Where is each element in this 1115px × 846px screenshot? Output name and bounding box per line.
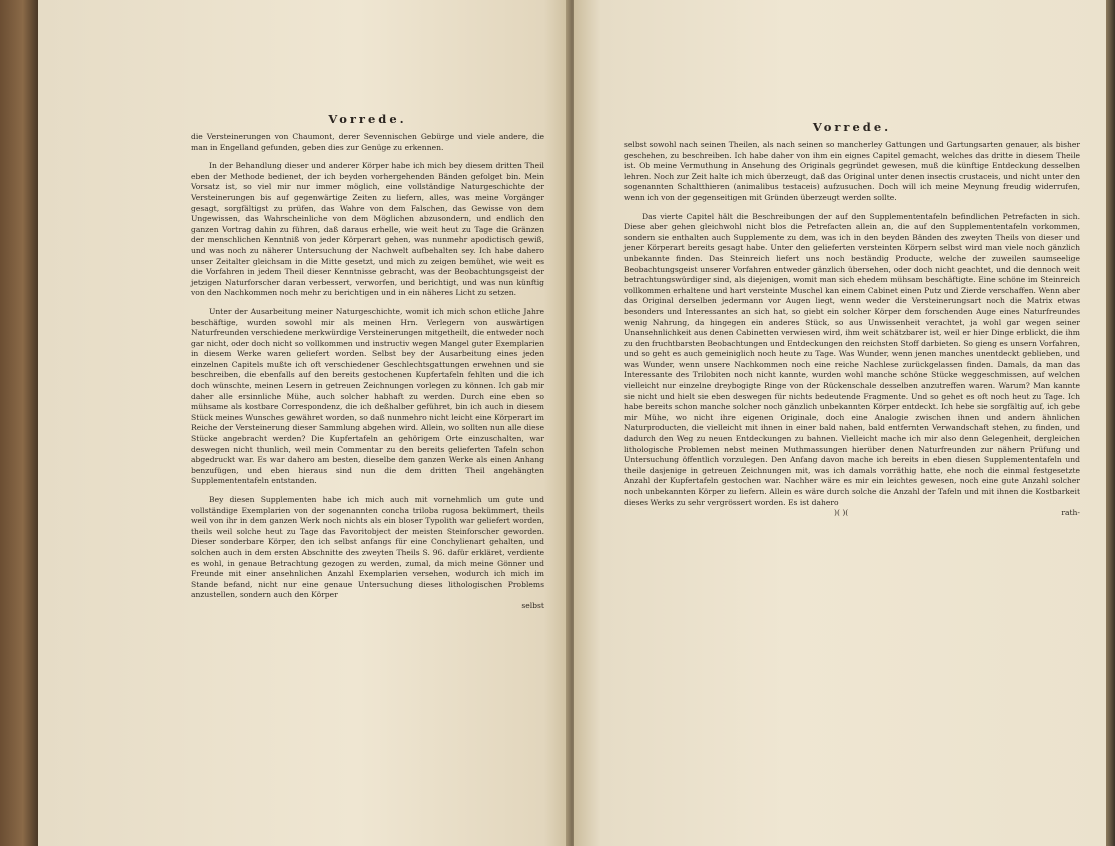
book-cover-edge	[0, 0, 38, 846]
paragraph: die Versteinerungen von Chaumont, derer Sevennischen Gebürge und viele andere, die man in Engelland gefunden, geben dies zur Genüge zu erkennen.	[191, 132, 544, 152]
right-page-text	[624, 140, 1080, 508]
left-page-text	[191, 132, 544, 601]
paragraph: Das vierte Capitel hält die Beschreibungen der auf den Supplemententafeln befindlichen Petrefacten in sich. Diese aber gehen gleichwohl nicht blos die Petrefacten allein an, die auf den Supplemententafeln vorkommen, sondern sie enthalten auch Supplemente zu dem, was ich in den beyden Bänden des zweyten Theils von dieser und jener Körperart bereits gesagt habe. Unter den gelieferten versteinten Körpern selbst wird man viele noch gänzlich unbekannte finden. Das Steinreich liefert uns noch beständig Producte, welche der zuweilen saumseelige Beobachtungsgeist unserer Vorfahren entweder gänzlich übersehen, oder doch nicht geachtet, und die dennoch weit betrachtungswürdiger sind, als diejenigen, womit man sich ehedem mühsam beschäftigte. Eine schöne im Steinreich vollkommen erhaltene und hart versteinte Muschel kan einem Cabinet einen Putz und Zierde verschaffen. Wenn aber das Original derselben jedermann vor Augen liegt, wenn weder die Versteinerungsart noch die Matrix etwas besonders und Interessantes an sich hat, so giebt ein solcher Körper dem forschenden Auge eines Naturfreundes wenig Nahrung, da hingegen ein anderes Stück, so aus Unwissenheit verachtet, ja wohl gar wegen seiner Unansehnlichkeit aus denen Cabinetten verwiesen wird, ihm weit schätzbarer ist, weil er hier Dinge erblickt, die ihm zu den fruchtbarsten Beobachtungen und Entdeckungen den reichsten Stoff darbieten. So gieng es unsern Vorfahren, und so geht es auch gemeiniglich noch heute zu Tage. Was Wunder, wenn jenen manches unentdeckt geblieben, und was Wunder, wenn unsere Nachkommen noch eine reiche Nachlese zurückgelassen finden. Damals, da man das Interessante des Trilobiten noch nicht kannte, wurden wohl manche schöne Stücke weggeschmissen, auf welchen vielleicht nur einzelne dreybogigte Ringe von der Rückenschale desselben anzutreffen waren. Warum? Man kannte sie nicht und hielt sie eben deswegen für nichts bedeutende Fragmente. Und so gehet es oft noch heut zu Tage. Ich habe bereits schon manche solcher noch gänzlich unbekannten Körper entdeckt. Ich hebe sie sorgfältig auf, ich gebe mir Mühe, wo nicht ihre eigenen Originale, doch eine Analogie zwischen ihnen und andern ähnlichen Naturproducten, die vielleicht mit ihnen in einer bald nahen, bald entfernten Verwandschaft stehen, zu finden, und dadurch den Weg zu neuen Entdeckungen zu bahnen. Vielleicht mache ich mir also denn Gelegenheit, dergleichen lithologische Problemen nebst meinen Muthmassungen hierüber denen Naturfreunden zur nähern Prüfung und Untersuchung öffentlich vorzulegen. Den Anfang davon mache ich bereits in eben diesen Supplemententafeln und theile dasjenige in getreuen Zeichnungen mit, was ich damals vorräthig hatte, ehe noch die einmal festgesetzte Anzahl der Kupfertafeln gestochen war. Nachher wäre es mir ein leichtes gewesen, noch eine gute Anzahl solcher noch unbekannten Körper zu liefern. Allein es wäre durch solche die Anzahl der Tafeln und mit ihnen die Kostbarkeit dieses Werks zu sehr vergrössert worden. Es ist dahero	[624, 211, 1080, 507]
left-page-heading: Vorrede.	[328, 112, 407, 126]
paragraph: Bey diesen Supplementen habe ich mich auch mit vornehmlich um gute und vollständige Exemplarien von der sogenannten concha triloba rugosa bekümmert, theils weil von ihr in dem ganzen Werk noch nichts als ein bloser Typolith war geliefert worden, theils weil solche heut zu Tage das Favoritobject der meisten Steinforscher geworden. Dieser sonderbare Körper, den ich selbst anfangs für eine Conchylienart gehalten, und solchen auch in dem ersten Abschnitte des zweyten Theils S. 96. dafür erkläret, verdiente es wohl, in genaue Betrachtung gezogen zu werden, zumal, da mich meine Gönner und Freunde mit einer ansehnlichen Anzahl Exemplarien versehen, wodurch ich mich im Stande befand, nicht nur eine genaue Untersuchung dieses lithologischen Problems anzustellen, sondern auch den Körper	[191, 495, 544, 600]
right-page-footer	[624, 508, 1080, 520]
signature-mark: )( )(	[834, 508, 849, 518]
right-page-catchword: rath-	[1061, 508, 1080, 518]
left-page-catchword: selbst	[521, 600, 544, 610]
paragraph: Unter der Ausarbeitung meiner Naturgeschichte, womit ich mich schon etliche Jahre beschäftige, wurden sowohl mir als meinen Hrn. Verlegern von auswärtigen Naturfreunden verschiedene merkwürdige Versteinerungen mitgetheilt, die entweder noch gar nicht, oder doch nicht so vollkommen und instructiv wegen Mangel guter Exemplarien in diesem Werke waren geliefert worden. Selbst bey der Ausarbeitung eines jeden einzelnen Capitels mußte ich oft verschiedener Geschlechtsgattungen erwehnen und sie beschreiben, die ebenfalls auf den bereits gestochenen Kupfertafeln fehlten und die ich doch wünschte, meinen Lesern in getreuen Zeichnungen vorlegen zu können. Ich gab mir daher alle ersinnliche Mühe, auch solcher habhaft zu werden. Durch eine eben so mühsame als kostbare Correspondenz, die ich deßhalber geführet, bin ich auch in diesem Stück meines Wunsches gewähret worden, so daß nunmehro nicht leicht eine Körperart im Reiche der Versteinerung dieser Sammlung abgehen wird. Allein, wo sollten nun alle diese Stücke angebracht werden? Die Kupfertafeln an gehörigem Orte einzuschalten, war deswegen nicht thunlich, weil mein Commentar zu den bereits gelieferten Tafeln schon abgedruckt war. Es war dahero am besten, dieselbe dem ganzen Werke als einen Anhang benzufügen, und eben hieraus sind nun die dem dritten Theil angehängten Supplemententafeln entstanden.	[191, 306, 544, 486]
left-page	[38, 0, 570, 846]
book-back-edge	[1106, 0, 1115, 846]
right-page	[574, 0, 1106, 846]
right-page-heading: Vorrede.	[812, 120, 892, 134]
paragraph: selbst sowohl nach seinen Theilen, als nach seinen so mancherley Gattungen und Gartungsarten genauer, als bisher geschehen, zu beschreiben. Ich habe daher von ihm ein eignes Capitel gemacht, welches das dritte in diesem Theile ist. Ob meine Vermuthung in Ansehung des Originals gegründet gewesen, muß die künftige Entdeckung desselben lehren. Noch zur Zeit halte ich mich überzeugt, daß das Original unter denen insectis crustaceis, und nicht unter den sogenannten Schaltthieren (animalibus testaceis) aufzusuchen. Doch will ich meine Meynung freudig widerrufen, wenn ich von der gegenseitigen mit Gründen überzeugt werden sollte.	[624, 140, 1080, 202]
paragraph: In der Behandlung dieser und anderer Körper habe ich mich bey diesem dritten Theil eben der Methode bedienet, der ich beyden vorhergehenden Bänden gefolget bin. Mein Vorsatz ist, so viel mir nur immer möglich, eine vollständige Naturgeschichte der Versteinerungen bis auf gegenwärtige Zeiten zu liefern, alles, was meine Vorgänger gesagt, sorgfältigst zu prüfen, das Wahre von dem Falschen, das Gewisse von dem Ungewissen, das Wahrscheinliche von dem Möglichen abzusondern, und endlich den ganzen Vortrag dahin zu führen, daß daraus erhelle, wie weit heut zu Tage die Gränzen der menschlichen Kenntniß von jeder Körperart gehen, was nunmehr apodictisch gewiß, und was noch zu näherer Untersuchung der Nachwelt aufbehalten sey. Ich habe dahero unser Zeitalter gleichsam in die Mitte gesetzt, und mich zu zeigen bemühet, wie weit es die Vorfahren in jedem Theil dieser Kenntnisse gebracht, was der Beobachtungsgeist der jetzigen Naturforscher daran verbessert, verworfen, und berichtigt, und was nun künftig von den Nachkommen noch mehr zu berichtigen und in ein näheres Licht zu setzen.	[191, 161, 544, 298]
